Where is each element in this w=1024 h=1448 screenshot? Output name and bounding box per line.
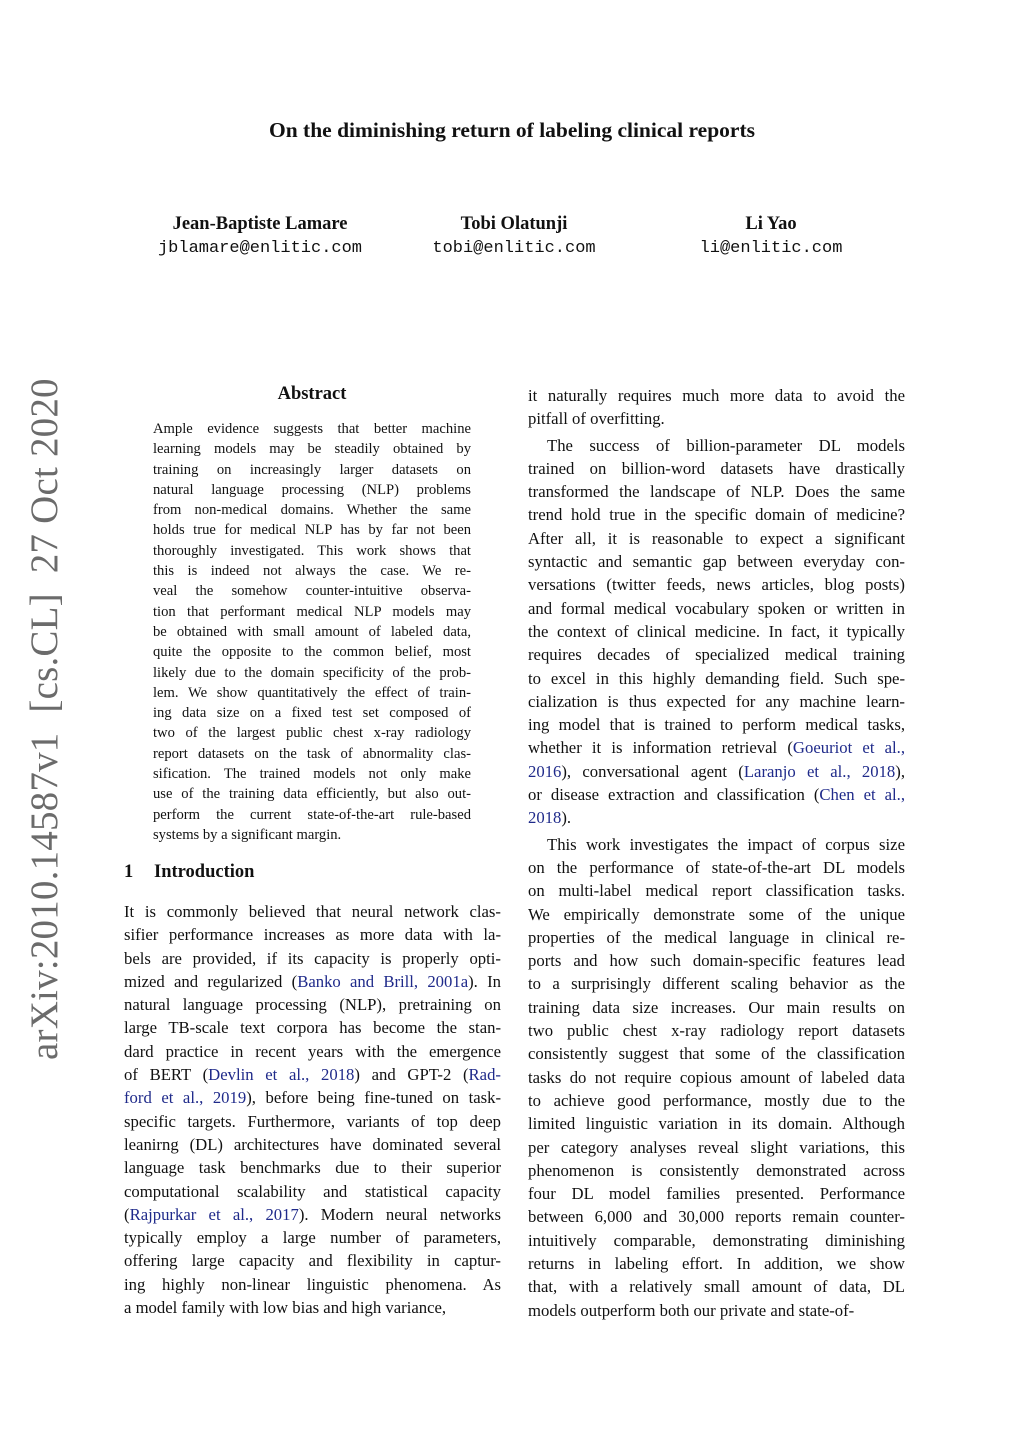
intro-left-column (124, 900, 501, 1319)
citation-link[interactable]: 2018 (528, 808, 562, 828)
text-line (528, 1089, 905, 1112)
text-segment: ). In (468, 971, 501, 991)
text-segment: This work investigates the impact of corpus size (547, 834, 905, 854)
abstract-line: natural language processing (NLP) problems (153, 481, 471, 498)
section-title: Introduction (154, 862, 255, 882)
abstract-line: veal the somehow counter-intuitive observa- (153, 583, 471, 600)
text-segment: that, with a relatively small amount of data, DL (528, 1277, 905, 1297)
text-line (528, 806, 905, 829)
text-line (528, 1136, 905, 1159)
abstract-line: thoroughly investigated. This work shows that (153, 542, 471, 559)
abstract-heading: Abstract (277, 384, 347, 404)
text-segment: ( (124, 1204, 130, 1224)
text-line (528, 620, 905, 643)
text-segment: ). (561, 808, 572, 828)
text-segment: ports and how such domain-specific features lead (528, 951, 905, 971)
text-segment: language task benchmarks due to their superior (124, 1158, 501, 1178)
text-line (528, 1229, 905, 1252)
text-line (528, 1275, 905, 1298)
text-segment: whether it is information retrieval ( (528, 738, 793, 758)
text-line (528, 736, 905, 759)
text-segment: We empirically demonstrate some of the unique (528, 904, 905, 924)
text-line (528, 996, 905, 1019)
author-email: tobi@enlitic.com (432, 239, 596, 258)
citation-link[interactable]: Banko and Brill, 2001a (297, 971, 469, 991)
text-segment: two public chest x-ray radiology report datasets (528, 1021, 905, 1041)
abstract-line: systems by a significant margin. (153, 826, 342, 843)
section-number: 1 (124, 862, 134, 882)
text-line (124, 947, 501, 970)
text-segment: ), (895, 761, 905, 781)
author-2 (364, 212, 664, 262)
author-name: Li Yao (745, 214, 797, 234)
abstract-line: holds true for medical NLP has by far not been (153, 522, 471, 539)
text-segment: per category analyses reveal slight variations, this (528, 1137, 905, 1157)
text-line (124, 993, 501, 1016)
text-line (528, 573, 905, 596)
text-line (124, 900, 501, 923)
text-segment: typically employ a large number of parameters, (124, 1228, 501, 1248)
text-line (528, 1159, 905, 1182)
abstract-line: two of the largest public chest x-ray radiology (153, 725, 471, 742)
text-segment: intuitively comparable, demonstrating diminishing (528, 1230, 905, 1250)
text-line (528, 903, 905, 926)
text-line (124, 1156, 501, 1179)
abstract-line: quite the opposite to the common belief, most (153, 644, 471, 661)
text-segment: limited linguistic variation in its domain. Although (528, 1114, 905, 1134)
text-line (124, 1133, 501, 1156)
text-segment: ing model that is trained to perform medical tasks, (528, 715, 905, 735)
text-segment: on multi-label medical report classification tasks. (528, 881, 905, 901)
text-segment: or disease extraction and classification ( (528, 785, 820, 805)
text-segment: properties of the medical language in clinical re- (528, 927, 905, 947)
text-line (528, 926, 905, 949)
text-line (528, 434, 905, 457)
arxiv-identifier: arXiv:2010.14587v1 [cs.CL] 27 Oct 2020 (23, 378, 66, 1060)
abstract-body (153, 419, 471, 845)
text-line (124, 1040, 501, 1063)
text-segment: of BERT ( (124, 1065, 209, 1085)
text-line (528, 1299, 905, 1322)
abstract-line: tion that performant medical NLP models may (153, 603, 471, 620)
text-line (528, 1205, 905, 1228)
text-line (528, 760, 905, 783)
paper-title: On the diminishing return of labeling clinical reports (269, 118, 755, 142)
citation-link[interactable]: Rajpurkar et al., 2017 (129, 1204, 299, 1224)
text-line (528, 643, 905, 666)
text-segment: ). Modern neural networks (298, 1204, 501, 1224)
text-line (124, 1249, 501, 1272)
text-segment: trained on billion-word datasets have drastically (528, 458, 905, 478)
text-line (124, 970, 501, 993)
text-segment: ing highly non-linear linguistic phenomena. As (124, 1274, 501, 1294)
author-email: jblamare@enlitic.com (157, 239, 363, 258)
text-line (528, 1042, 905, 1065)
abstract-line: perform the current state-of-the-art rule-based (153, 806, 471, 823)
text-segment: leanirng (DL) architectures have dominated several (124, 1134, 501, 1154)
text-segment: four DL model families presented. Performance (528, 1184, 905, 1204)
text-segment: natural language processing (NLP), pretraining on (124, 995, 501, 1015)
text-line (124, 1203, 501, 1226)
citation-link[interactable]: Chen et al., (819, 785, 906, 805)
text-segment: tasks do not require copious amount of labeled data (528, 1067, 905, 1087)
text-line (528, 1252, 905, 1275)
abstract-line: training on increasingly larger datasets on (153, 461, 471, 478)
text-segment: it naturally requires much more data to avoid the (528, 386, 905, 405)
text-segment: computational scalability and statistical capacity (124, 1181, 501, 1201)
text-segment: consistently suggest that some of the classification (528, 1044, 905, 1064)
text-segment: mized and regularized ( (124, 971, 298, 991)
text-segment: returns in labeling effort. In addition, we show (528, 1253, 905, 1273)
text-line (528, 407, 905, 430)
text-line (528, 667, 905, 690)
text-segment: trend hold true in the specific domain of medicine? (528, 505, 905, 525)
text-segment: sifier performance increases as more data with la- (124, 925, 501, 945)
abstract-line: ing data size on a fixed test set composed of (153, 705, 471, 722)
text-line (528, 384, 905, 407)
text-line (124, 1180, 501, 1203)
text-line (124, 1110, 501, 1133)
author-3 (621, 212, 921, 262)
text-segment: to excel in this highly demanding field. Such spe- (528, 668, 905, 688)
text-segment: bels are provided, if its capacity is properly opti- (124, 948, 501, 968)
text-line (528, 457, 905, 480)
abstract-line: use of the training data efficiently, but also out- (153, 786, 471, 803)
text-line (528, 1066, 905, 1089)
text-segment: The success of billion-parameter DL models (547, 435, 905, 455)
citation-link[interactable]: Rad- (468, 1065, 501, 1085)
text-line (528, 833, 905, 856)
text-segment: cialization is thus expected for any machine learn- (528, 691, 905, 711)
abstract-line: from non-medical domains. Whether the same (153, 502, 471, 519)
citation-link[interactable]: Devlin et al., 2018 (208, 1065, 355, 1085)
section-heading-introduction (124, 862, 254, 883)
text-line (528, 783, 905, 806)
text-segment: ) and GPT-2 ( (354, 1065, 469, 1085)
text-segment: dard practice in recent years with the emergence (124, 1041, 501, 1061)
text-segment: to a surprisingly different scaling behavior as the (528, 974, 905, 994)
text-line (124, 1016, 501, 1039)
abstract-line: sification. The trained models not only make (153, 766, 471, 783)
text-line (528, 527, 905, 550)
text-segment: ), before being fine-tuned on task- (246, 1088, 502, 1108)
text-segment: large TB-scale text corpora has become the stan- (124, 1018, 501, 1038)
text-line (528, 713, 905, 736)
abstract-line: likely due to the domain specificity of the prob- (153, 664, 471, 681)
abstract-line: be obtained with small amount of labeled data, (153, 623, 471, 640)
text-line (528, 949, 905, 972)
text-line (528, 1112, 905, 1135)
text-segment: specific targets. Furthermore, variants of top deep (124, 1111, 501, 1131)
text-line (124, 1086, 501, 1109)
text-line (528, 856, 905, 879)
citation-link[interactable]: Laranjo et al., 2018 (743, 761, 896, 781)
text-line (528, 1182, 905, 1205)
text-line (528, 550, 905, 573)
text-segment: phenomenon is consistently demonstrated across (528, 1160, 905, 1180)
text-segment: After all, it is reasonable to expect a significant (528, 528, 905, 548)
author-name: Tobi Olatunji (460, 214, 568, 234)
author-email: li@enlitic.com (699, 239, 843, 258)
text-segment: It is commonly believed that neural network clas- (124, 902, 501, 921)
text-segment: pitfall of overfitting. (528, 409, 665, 429)
text-line (528, 879, 905, 902)
intro-right-column (528, 384, 905, 1322)
text-segment: to achieve good performance, mostly due to the (528, 1090, 905, 1110)
abstract-line: this is indeed not always the case. We re- (153, 563, 471, 580)
text-segment: transformed the landscape of NLP. Does the same (528, 482, 905, 502)
text-segment: ), conversational agent ( (561, 761, 744, 781)
text-line (124, 923, 501, 946)
abstract-line: learning models may be steadily obtained by (153, 441, 471, 458)
text-segment: and formal medical vocabulary spoken or written in (528, 598, 905, 618)
text-line (528, 480, 905, 503)
text-segment: the context of clinical medicine. In fact, it typically (528, 621, 905, 641)
abstract-line: Ample evidence suggests that better machine (153, 421, 471, 437)
abstract-line: report datasets on the task of abnormality clas- (153, 745, 471, 762)
citation-link[interactable]: Goeuriot et al., (792, 738, 906, 758)
text-segment: a model family with low bias and high variance, (124, 1298, 447, 1318)
text-line (124, 1226, 501, 1249)
citation-link[interactable]: ford et al., 2019 (124, 1088, 247, 1108)
text-segment: syntactic and semantic gap between everyday con- (528, 552, 905, 572)
abstract-line: lem. We show quantitatively the effect of train- (153, 684, 471, 701)
text-line (124, 1273, 501, 1296)
text-line (528, 1019, 905, 1042)
text-line (124, 1063, 501, 1086)
text-segment: offering large capacity and flexibility in captur- (124, 1251, 501, 1271)
author-name: Jean-Baptiste Lamare (172, 214, 348, 234)
text-segment: versations (twitter feeds, news articles, blog posts) (528, 575, 905, 595)
text-line (528, 503, 905, 526)
text-line (528, 690, 905, 713)
text-segment: models outperform both our private and state-of- (528, 1300, 855, 1320)
text-segment: requires decades of specialized medical training (528, 645, 905, 665)
text-segment: on the performance of state-of-the-art DL models (528, 857, 905, 877)
text-line (528, 972, 905, 995)
text-line (124, 1296, 501, 1319)
citation-link[interactable]: 2016 (528, 761, 562, 781)
text-segment: training data size increases. Our main results on (528, 997, 905, 1017)
text-line (528, 597, 905, 620)
text-segment: between 6,000 and 30,000 reports remain counter- (528, 1207, 905, 1227)
